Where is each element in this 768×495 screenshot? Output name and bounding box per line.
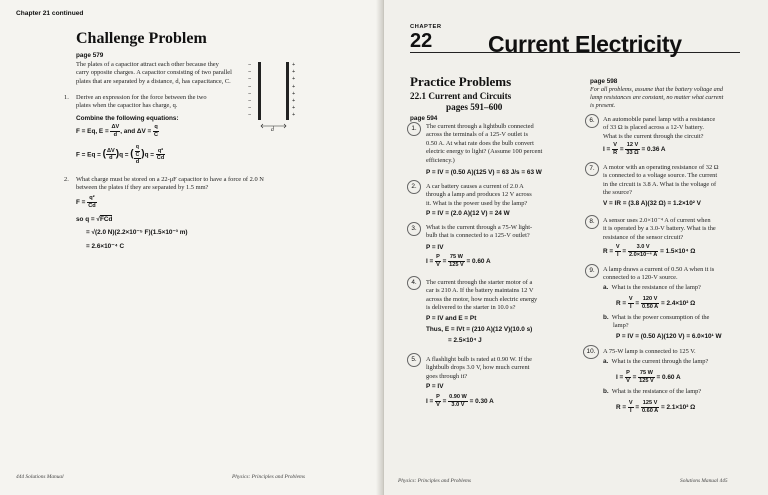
page-594: page 594 bbox=[410, 115, 438, 122]
frac-den: 3.0 V bbox=[451, 401, 465, 408]
frac-num: 12 V bbox=[626, 142, 639, 148]
rp-answer-3b: I = $\frac{P}{V}$ = $\frac{75 W}{125 V}$ = 0.60 A bbox=[426, 254, 491, 268]
minus-sign: − bbox=[248, 90, 252, 97]
problem-text: The current through the starter motor of a bbox=[426, 279, 533, 286]
result: = 0.36 A bbox=[641, 145, 666, 153]
chapter-label: CHAPTER bbox=[410, 24, 442, 30]
minus-sign: − bbox=[248, 105, 252, 112]
intro-line: The plates of a capacitor attract each other because they bbox=[76, 61, 219, 68]
frac-num: 3.0 V bbox=[628, 244, 658, 252]
result: = 2.1×10² Ω bbox=[661, 403, 696, 411]
problem-number-badge: 7. bbox=[585, 162, 599, 176]
problem-text: What is the current through the circuit? bbox=[603, 132, 704, 140]
frac-num: 0.90 W bbox=[449, 394, 467, 400]
rp-answer-9b: P = IV = (0.50 A)(120 V) = 6.0×10¹ W bbox=[616, 333, 722, 340]
problem-number: 2. bbox=[64, 176, 69, 183]
problem-number: 1. bbox=[64, 94, 69, 101]
rp-problem-3 bbox=[426, 224, 566, 241]
intro-line: plates that are separated by a distance, d, has capacitance, C. bbox=[76, 77, 231, 85]
problem-text: in the circuit is 3.8 A. What is the voltage of bbox=[603, 180, 717, 188]
sub-question: What is the resistance of the lamp? bbox=[611, 284, 701, 291]
equation-5: = √(2.0 N)(2.2×10⁻⁵ F)(1.5×10⁻³ m) bbox=[86, 229, 188, 236]
plus-sign: + bbox=[292, 105, 296, 112]
equation-4: so q = √FCd bbox=[76, 216, 113, 223]
rp-answer-5b: I = $\frac{P}{V}$ = $\frac{0.90 W}{3.0 V}$ = 0.30 A bbox=[426, 394, 494, 408]
plus-signs bbox=[292, 62, 295, 120]
rp-answer-8: R = $\frac{V}{I}$ = $\frac{3.0 V}{\text{2.0×10⁻⁴ A}}$ = 1.5×10⁴ Ω bbox=[603, 244, 696, 258]
rp-problem-4 bbox=[426, 279, 566, 313]
minus-sign: − bbox=[248, 83, 252, 90]
rp-problem-1 bbox=[426, 123, 566, 165]
combine-lead: Combine the following equations: bbox=[76, 115, 179, 122]
chapter-title: Current Electricity bbox=[488, 31, 682, 57]
frac-den: V bbox=[626, 377, 630, 384]
rp-answer-10b: R = $\frac{V}{I}$ = $\frac{125 V}{0.60 A}$ = 2.1×10² Ω bbox=[616, 400, 696, 414]
problem-text: lightbulb drops 3.0 V, how much current bbox=[426, 364, 530, 372]
sub-question: What is the resistance of the lamp? bbox=[611, 388, 702, 395]
plus-sign: + bbox=[292, 112, 296, 119]
problem-number-badge: 2. bbox=[407, 180, 421, 194]
plus-sign: + bbox=[292, 98, 296, 105]
note-line: is present. bbox=[590, 102, 616, 110]
rp-answer-9a: R = $\frac{V}{I}$ = $\frac{120 V}{0.50 A}$ = 2.4×10² Ω bbox=[616, 296, 696, 310]
rp-problem-8 bbox=[603, 217, 753, 242]
rp-problem-6 bbox=[603, 116, 753, 141]
problem-text: it is operated by a 3.0-V battery. What is the bbox=[603, 225, 716, 233]
distance-label: d bbox=[271, 127, 274, 133]
note-line: For all problems, assume that the battery voltage and bbox=[590, 86, 723, 93]
problem-text: A sensor uses 2.0×10⁻⁴ A of current when bbox=[603, 217, 711, 224]
rp-answer-7: V = IR = (3.8 A)(32 Ω) = 1.2×10² V bbox=[603, 200, 701, 207]
result: = 0.30 A bbox=[469, 397, 494, 405]
result: = 0.60 A bbox=[656, 373, 681, 381]
problem-text: efficiency.) bbox=[426, 156, 455, 164]
problem-text: A motor with an operating resistance of 32 Ω bbox=[603, 164, 719, 171]
problem-number-badge: 6. bbox=[585, 114, 599, 128]
sub-question: What is the power consumption of the bbox=[611, 314, 710, 321]
frac-den: 2.0×10⁻⁴ A bbox=[628, 251, 658, 258]
so-q: so q = bbox=[76, 216, 95, 223]
problem-number-badge: 4. bbox=[407, 276, 421, 290]
frac-den: I bbox=[629, 303, 632, 310]
problem-text: of 33 Ω is placed across a 12-V battery. bbox=[603, 124, 704, 132]
problem-text: bulb that is connected to a 125-V outlet? bbox=[426, 232, 530, 240]
problem-text: electric energy to light? (Assume 100 percent bbox=[426, 148, 543, 156]
rp-answer-5a: P = IV bbox=[426, 383, 444, 390]
right-page bbox=[384, 0, 768, 495]
rp-answer-3a: P = IV bbox=[426, 244, 444, 251]
equation-6: = 2.6×10⁻⁴ C bbox=[86, 243, 125, 250]
plus-sign: + bbox=[292, 90, 296, 97]
frac-num: 75 W bbox=[639, 370, 653, 376]
problem-text: A flashlight bulb is rated at 0.90 W. If the bbox=[426, 356, 532, 363]
problem-text: across the motor, how much electric energy bbox=[426, 295, 538, 303]
rp-answer-4b: Thus, E = IVt = (210 A)(12 V)(10.0 s) bbox=[426, 326, 533, 333]
problem-text: 0.50 A. At what rate does the bulb convert bbox=[426, 139, 534, 147]
problem-text: resistance of the sensor circuit? bbox=[603, 233, 684, 241]
frac-den: 125 V bbox=[639, 377, 654, 384]
problem-2 bbox=[64, 176, 336, 193]
footer-right: Solutions Manual 445 bbox=[680, 478, 728, 484]
problem-text: connected to a 120-V source. bbox=[603, 274, 678, 282]
problem-text: is connected to a voltage source. The current bbox=[603, 172, 718, 180]
result: = 2.4×10² Ω bbox=[661, 299, 696, 307]
problem-text: is delivered to the starter in 10.0 s? bbox=[426, 304, 516, 312]
section-pages: pages 591–600 bbox=[446, 102, 503, 112]
problem-text: car is 210 A. If the battery maintains 12 V bbox=[426, 287, 534, 295]
frac-den: 0.60 A bbox=[641, 407, 659, 414]
result: = 1.5×10⁴ Ω bbox=[660, 247, 696, 255]
rp-problem-9b: b. What is the power consumption of the lamp? bbox=[603, 314, 743, 331]
practice-title: Practice Problems bbox=[410, 74, 512, 89]
running-head: Chapter 21 continued bbox=[16, 10, 84, 17]
minus-sign: − bbox=[248, 62, 252, 68]
frac-num: V bbox=[628, 400, 633, 406]
problem-text: the source? bbox=[603, 189, 632, 197]
rp-problem-5 bbox=[426, 356, 566, 381]
sqrt-expr: FCd bbox=[99, 216, 113, 223]
frac-den: V bbox=[436, 261, 440, 268]
problem-text: across the terminals of a 125-V outlet is bbox=[426, 131, 528, 139]
sub-question: What is the current through the lamp? bbox=[611, 358, 709, 365]
footer-left-right-page: Physics: Principles and Problems bbox=[398, 478, 472, 484]
frac-num: 120 V bbox=[642, 296, 658, 302]
rp-problem-10b: b. What is the resistance of the lamp? bbox=[603, 388, 702, 395]
rp-answer-1: P = IV = (0.50 A)(125 V) = 63 J/s = 63 W bbox=[426, 169, 542, 176]
section-heading: 22.1 Current and Circuits bbox=[410, 91, 512, 101]
frac-num: V bbox=[615, 244, 620, 250]
minus-signs bbox=[248, 62, 251, 120]
frac-num: P bbox=[436, 254, 440, 260]
sub-question: lamp? bbox=[613, 322, 629, 330]
problem-text: What is the current through a 75-W light- bbox=[426, 224, 533, 231]
plus-sign: + bbox=[292, 62, 296, 68]
rp-answer-6: I = $\frac{V}{R}$ = $\frac{12 V}{33 \Omega}$ = 0.36 A bbox=[603, 142, 666, 156]
page-ref: page 579 bbox=[76, 52, 104, 59]
problem-text: What charge must be stored on a 22-μF capacitor to have a force of 2.0 N bbox=[76, 176, 264, 183]
rp-answer-4c: = 2.5×10⁴ J bbox=[448, 337, 482, 344]
frac-den: 0.50 A bbox=[641, 303, 659, 310]
frac-den: 33 Ω bbox=[626, 149, 639, 156]
rp-answer-4a: P = IV and E = Pt bbox=[426, 315, 477, 322]
problem-number-badge: 8. bbox=[585, 215, 599, 229]
problem-text: Derive an expression for the force between the two bbox=[76, 94, 207, 101]
frac-den: 125 V bbox=[449, 261, 464, 268]
problem-number-badge: 5. bbox=[407, 353, 421, 367]
problem-number-badge: 3. bbox=[407, 222, 421, 236]
equation-2: F = Eq = ( $\frac{\Delta V}{d}$ )q = ( $\frac{\frac{q}{C}}{d}$ )q = $\frac{\text{q²}}{Cd}$ bbox=[76, 144, 165, 166]
rp-answer-2: P = IV = (2.0 A)(12 V) = 24 W bbox=[426, 210, 510, 217]
minus-sign: − bbox=[248, 69, 252, 76]
equation-3: F = $\frac{\text{q²}}{Cd}$ bbox=[76, 195, 96, 209]
plus-sign: + bbox=[292, 83, 296, 90]
problem-number-badge: 1. bbox=[407, 122, 421, 136]
problem-number-badge: 10. bbox=[583, 345, 599, 359]
rp-problem-10 bbox=[603, 348, 753, 356]
problem-text: A car battery causes a current of 2.0 A bbox=[426, 183, 524, 190]
rp-problem-9 bbox=[603, 266, 753, 283]
equation-1: F = Eq, E = $\frac{\Delta V}{d}$ , and ΔV = $\frac{q}{C}$ bbox=[76, 124, 159, 138]
problem-text: between the plates if they are separated by 1.5 mm? bbox=[76, 184, 209, 192]
frac-num: P bbox=[436, 394, 440, 400]
frac-den: R bbox=[613, 149, 618, 156]
plus-sign: + bbox=[292, 69, 296, 76]
frac-den: I bbox=[629, 407, 632, 414]
minus-sign: − bbox=[248, 112, 252, 119]
minus-sign: − bbox=[248, 76, 252, 83]
chapter-number: 22 bbox=[410, 30, 433, 52]
frac-num: V bbox=[613, 142, 617, 148]
problem-text: The current through a lightbulb connected bbox=[426, 123, 534, 130]
frac-den: I bbox=[616, 251, 619, 258]
intro-line: carry opposite charges. A capacitor consisting of two parallel bbox=[76, 69, 232, 77]
frac-num: P bbox=[626, 370, 630, 376]
problem-text: goes through it? bbox=[426, 372, 468, 380]
problem-number-badge: 9. bbox=[585, 264, 599, 278]
problem-text: through a lamp and produces 12 V across bbox=[426, 191, 532, 199]
frac-den: V bbox=[436, 401, 440, 408]
frac-num: 125 V bbox=[642, 400, 658, 406]
rp-answer-10a: I = $\frac{P}{V}$ = $\frac{75 W}{125 V}$ = 0.60 A bbox=[616, 370, 681, 384]
assume-note bbox=[590, 86, 750, 111]
rp-problem-10a: a. What is the current through the lamp? bbox=[603, 358, 709, 365]
section-title: Challenge Problem bbox=[76, 30, 207, 47]
page-598: page 598 bbox=[590, 78, 618, 85]
footer-center: Physics: Principles and Problems bbox=[232, 474, 306, 480]
footer-left: 444 Solutions Manual bbox=[16, 474, 64, 480]
rp-problem-7 bbox=[603, 164, 753, 198]
plus-sign: + bbox=[292, 76, 296, 83]
rp-problem-2 bbox=[426, 183, 566, 208]
problem-text: plates when the capacitor has charge, q. bbox=[76, 102, 178, 110]
problem-text: it. What is the power used by the lamp? bbox=[426, 199, 528, 207]
minus-sign: − bbox=[248, 98, 252, 105]
problem-text: A lamp draws a current of 0.50 A when it is bbox=[603, 266, 715, 273]
frac-num: 75 W bbox=[449, 254, 463, 260]
problem-text: A 75-W lamp is connected to 125 V. bbox=[603, 348, 696, 355]
result: = 0.60 A bbox=[466, 257, 491, 265]
rp-problem-9a: a. What is the resistance of the lamp? bbox=[603, 284, 701, 291]
problem-1 bbox=[64, 94, 276, 111]
frac-num: V bbox=[628, 296, 633, 302]
note-line: lamp resistances are constant, no matter what current bbox=[590, 94, 724, 102]
problem-text: An automobile panel lamp with a resistance bbox=[603, 116, 716, 123]
